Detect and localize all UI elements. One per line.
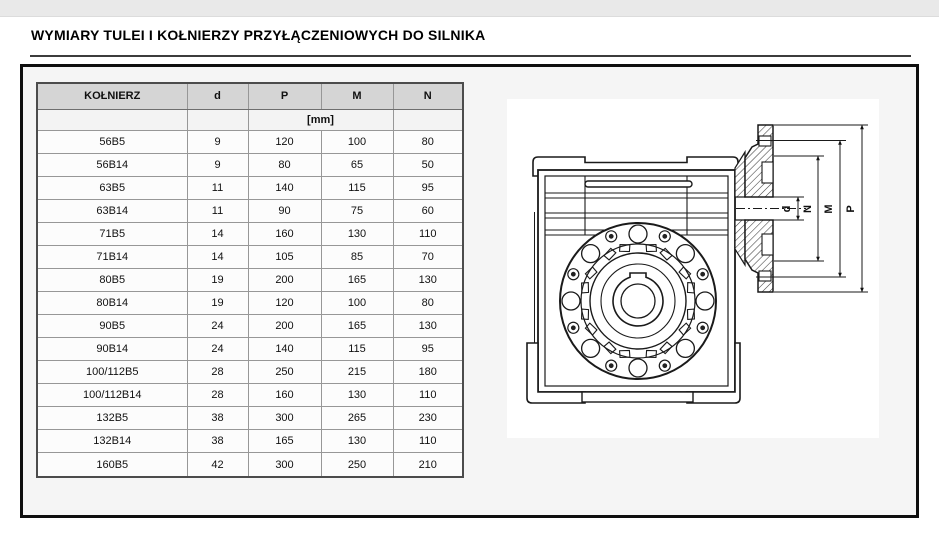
dim-label-p: P [845,205,857,213]
table-cell: 130 [321,384,393,407]
table-cell: 230 [393,407,463,430]
flange-table-body [37,130,463,477]
table-cell: 60 [393,199,463,222]
table-cell: 63B14 [37,199,187,222]
unit-cell-empty [187,109,248,130]
table-cell: 28 [187,361,248,384]
table-cell: 250 [321,453,393,477]
table-cell: 80B14 [37,291,187,314]
table-row [37,315,463,338]
page-title: WYMIARY TULEI I KOŁNIERZY PRZYŁĄCZENIOWYCH DO SILNIKA [31,27,486,43]
col-header-kolnierz: KOŁNIERZ [37,83,187,109]
table-cell: 80 [393,291,463,314]
table-cell: 100 [321,130,393,153]
table-row [37,222,463,245]
table-cell: 95 [393,176,463,199]
table-cell: 50 [393,153,463,176]
table-row [37,176,463,199]
table-row [37,153,463,176]
table-cell: 24 [187,338,248,361]
table-row [37,430,463,453]
table-cell: 90 [248,199,321,222]
table-cell: 19 [187,268,248,291]
table-cell: 14 [187,222,248,245]
table-row [37,384,463,407]
table-cell: 71B14 [37,245,187,268]
table-cell: 300 [248,407,321,430]
table-cell: 14 [187,245,248,268]
table-cell: 180 [393,361,463,384]
table-header-row [37,83,463,109]
table-cell: 110 [393,430,463,453]
table-cell: 85 [321,245,393,268]
dim-label-n: N [802,205,814,213]
unit-cell-empty [37,109,187,130]
output-flange-face [560,223,716,379]
table-cell: 215 [321,361,393,384]
table-row [37,130,463,153]
table-cell: 160 [248,384,321,407]
table-row [37,245,463,268]
table-cell: 90B5 [37,315,187,338]
table-cell: 75 [321,199,393,222]
table-cell: 65 [321,153,393,176]
table-cell: 63B5 [37,176,187,199]
table-cell: 120 [248,130,321,153]
table-unit-row [37,109,463,130]
table-cell: 100 [321,291,393,314]
table-cell: 200 [248,268,321,291]
table-cell: 160 [248,222,321,245]
table-cell: 265 [321,407,393,430]
table-row [37,453,463,477]
table-cell: 300 [248,453,321,477]
table-cell: 80 [248,153,321,176]
table-cell: 165 [321,268,393,291]
table-cell: 70 [393,245,463,268]
flange-bolt-hole-bottom [759,271,771,281]
table-cell: 105 [248,245,321,268]
flange-dimensions-table [36,82,464,478]
col-header-d: d [187,83,248,109]
dim-label-m: M [823,204,835,214]
table-cell: 38 [187,430,248,453]
table-cell: 140 [248,338,321,361]
table-cell: 19 [187,291,248,314]
table-row [37,268,463,291]
table-cell: 140 [248,176,321,199]
table-cell: 115 [321,338,393,361]
table-cell: 130 [393,268,463,291]
table-cell: 110 [393,384,463,407]
page-top-strip [0,0,939,17]
table-cell: 250 [248,361,321,384]
unit-cell-mm: [mm] [248,109,393,130]
table-cell: 110 [393,222,463,245]
table-cell: 130 [321,430,393,453]
table-cell: 24 [187,315,248,338]
table-cell: 165 [321,315,393,338]
table-cell: 95 [393,338,463,361]
unit-cell-empty [393,109,463,130]
table-cell: 38 [187,407,248,430]
col-header-m: M [321,83,393,109]
table-cell: 200 [248,315,321,338]
table-cell: 130 [393,315,463,338]
table-row [37,361,463,384]
table-cell: 132B5 [37,407,187,430]
table-cell: 80B5 [37,268,187,291]
table-cell: 115 [321,176,393,199]
table-cell: 9 [187,130,248,153]
table-cell: 56B14 [37,153,187,176]
technical-drawing [507,99,879,438]
table-cell: 120 [248,291,321,314]
table-cell: 132B14 [37,430,187,453]
table-cell: 100/112B5 [37,361,187,384]
table-cell: 100/112B14 [37,384,187,407]
table-row [37,291,463,314]
table-cell: 9 [187,153,248,176]
dim-label-d: d [781,205,793,213]
gearbox-base-plate [582,392,693,402]
table-row [37,199,463,222]
flange-recess-bottom [762,234,773,255]
table-cell: 71B5 [37,222,187,245]
table-cell: 160B5 [37,453,187,477]
table-cell: 11 [187,176,248,199]
table-cell: 11 [187,199,248,222]
table-cell: 42 [187,453,248,477]
motor-flange-section [735,125,806,292]
table-cell: 56B5 [37,130,187,153]
table-cell: 80 [393,130,463,153]
col-header-p: P [248,83,321,109]
title-underline [30,55,911,57]
col-header-n: N [393,83,463,109]
table-cell: 90B14 [37,338,187,361]
table-cell: 165 [248,430,321,453]
table-row [37,338,463,361]
flange-recess-top [762,162,773,183]
table-cell: 210 [393,453,463,477]
housing-slot [585,181,692,187]
table-cell: 130 [321,222,393,245]
table-cell: 28 [187,384,248,407]
table-row [37,407,463,430]
